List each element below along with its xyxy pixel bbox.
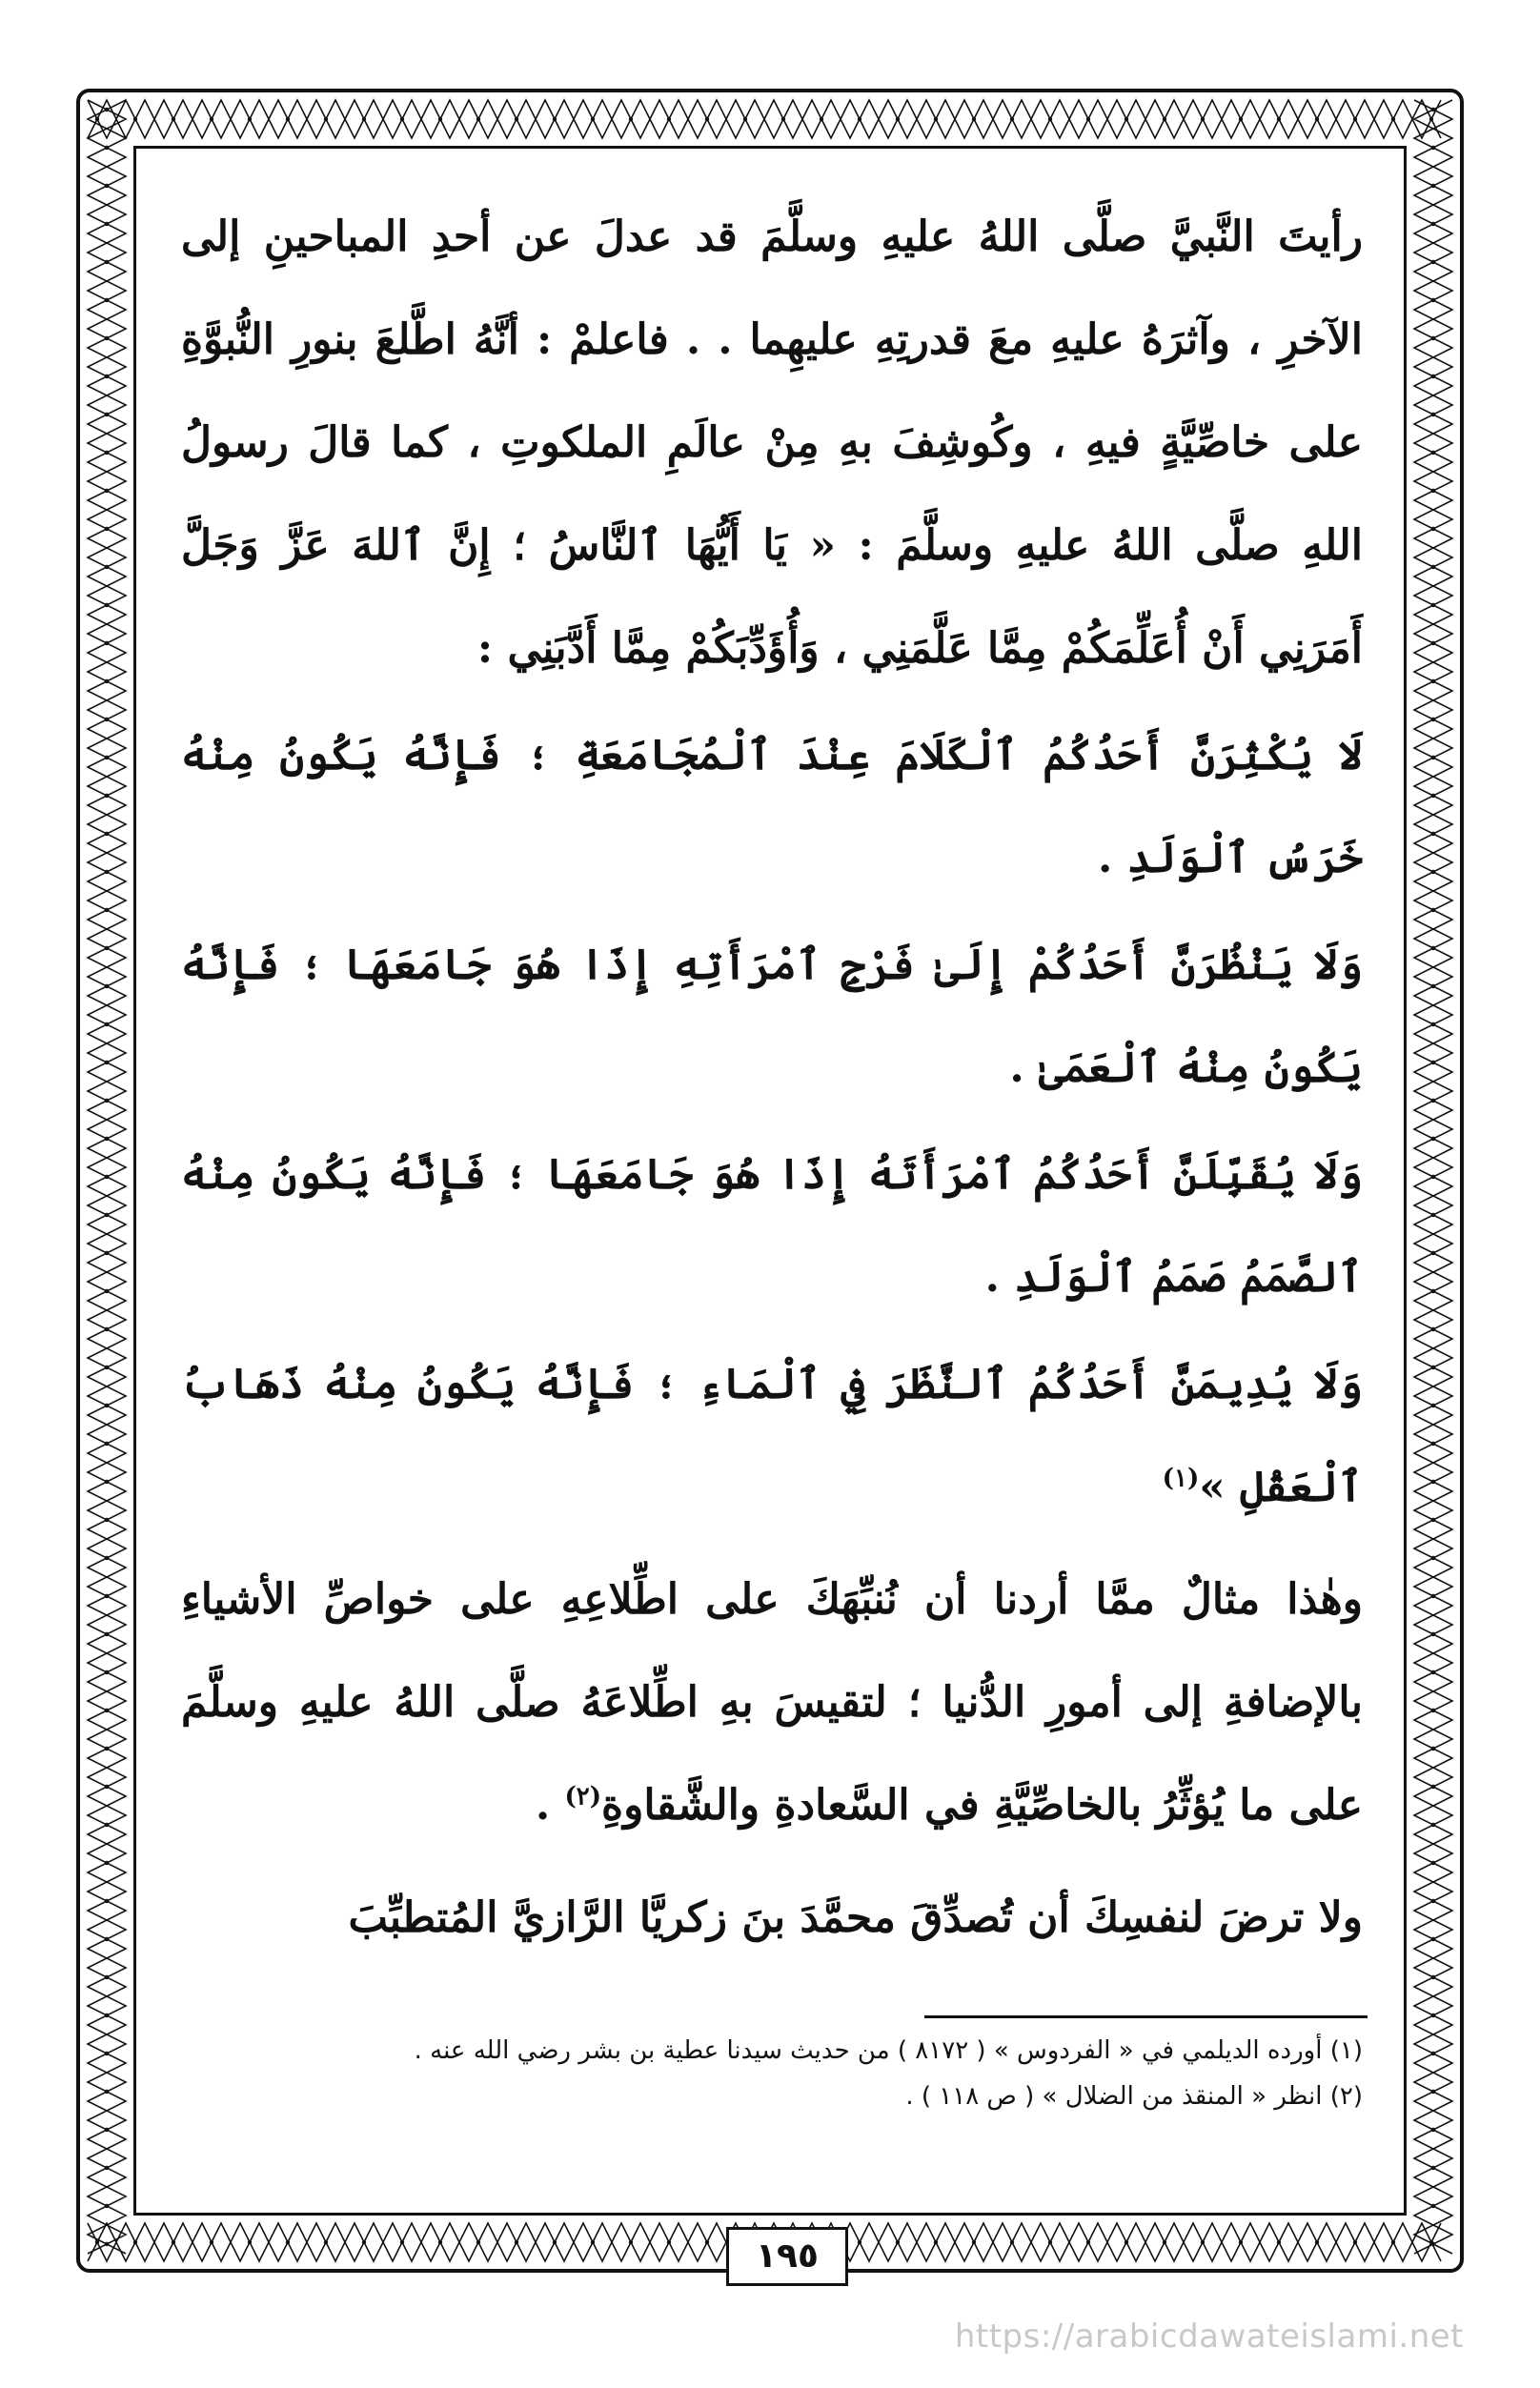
ornament-dot <box>105 1289 109 1293</box>
ornament-dot <box>438 2240 442 2244</box>
ornament-dot <box>1431 1366 1435 1369</box>
footnote-2: (٢) انظر « المنقذ من الضلال » ( ص ١١٨ ) . <box>905 2082 1363 2111</box>
page-body <box>181 176 1363 1970</box>
ornament-dot <box>1431 489 1435 493</box>
ornament-dot <box>105 718 109 721</box>
ornament-dot <box>362 2240 366 2244</box>
ornament-dot <box>105 794 109 798</box>
ornament-dot <box>1431 870 1435 874</box>
page-number: ١٩٥ <box>726 2227 848 2286</box>
ornament-dot <box>105 1632 109 1636</box>
footnotes <box>181 2028 1363 2119</box>
ornament-dot <box>781 117 785 121</box>
ornament-dot <box>629 117 633 121</box>
ornament-dot <box>105 2204 109 2208</box>
ornament-dot <box>1431 679 1435 683</box>
ornament-dot <box>743 117 747 121</box>
ornament-dot <box>1277 117 1281 121</box>
ornament-dot <box>105 222 109 226</box>
ornament-dot <box>1010 117 1014 121</box>
ornament-dot <box>1431 1251 1435 1255</box>
ornament-dot <box>286 117 290 121</box>
ornament-dot <box>105 2014 109 2017</box>
ornament-dot <box>1431 336 1435 340</box>
ornament-dot <box>105 1975 109 1979</box>
ornament-dot <box>705 117 709 121</box>
ornament-dot <box>105 413 109 416</box>
ornament-dot <box>105 1022 109 1026</box>
ornament-dot <box>972 2240 976 2244</box>
ornament-dot <box>1431 146 1435 150</box>
ornament-dot <box>1431 984 1435 988</box>
ornament-dot <box>1431 2052 1435 2055</box>
ornament-dot <box>1431 1022 1435 1026</box>
ornament-dot <box>105 2242 109 2246</box>
ornament-dot <box>1431 832 1435 836</box>
ornament-dot <box>705 2240 709 2244</box>
ornament-dot <box>1239 2240 1243 2244</box>
ornament-dot <box>105 1480 109 1484</box>
ornament-dot <box>105 1785 109 1789</box>
ornament-dot <box>934 117 938 121</box>
ornament-dot <box>105 603 109 607</box>
ornament-dot <box>105 146 109 150</box>
ornament-dot <box>1431 1861 1435 1865</box>
ornament-dot <box>248 117 252 121</box>
ornament-dot <box>1431 451 1435 455</box>
ornament-dot <box>1431 2204 1435 2208</box>
ornament-dot <box>105 1823 109 1827</box>
watermark-url: https://arabicdawateislami.net <box>954 2317 1464 2356</box>
ornament-dot <box>105 1213 109 1217</box>
ornament-dot <box>105 1518 109 1522</box>
ornament-dot <box>1277 2240 1281 2244</box>
ornament-dot <box>286 2240 290 2244</box>
ornament-dot <box>1431 222 1435 226</box>
ornament-dot <box>105 2166 109 2170</box>
paragraph-2-tail: . <box>535 1781 565 1830</box>
ornament-dot <box>515 117 518 121</box>
ornament-dot <box>105 451 109 455</box>
ornament-dot <box>1239 117 1243 121</box>
ornament-dot <box>1010 2240 1014 2244</box>
ornament-dot <box>1201 2240 1205 2244</box>
paragraph-3: ولا ترضَ لنفسِكَ أن تُصدِّقَ محمَّدَ بنَ زكريَّا الرَّازيَّ المُتطبِّبَ <box>348 1893 1363 1942</box>
ornament-dot <box>1086 2240 1090 2244</box>
ornament-dot <box>324 117 328 121</box>
ornament-dot <box>105 374 109 378</box>
ornament-dot <box>105 527 109 531</box>
hadith-line-3: وَلَا يُقَبِّلَنَّ أَحَدُكُمُ ٱمْرَأَتَهُ إِذَا هُوَ جَامَعَهَا ؛ فَإِنَّهُ يَكُونُ مِنْهُ ٱلصَّمَمُ صَمَمُ ٱلْوَلَدِ . <box>181 1150 1363 1302</box>
ornament-dot <box>667 2240 671 2244</box>
ornament-dot <box>553 117 557 121</box>
ornament-dot <box>858 2240 861 2244</box>
ornament-dot <box>1431 756 1435 759</box>
ornament-dot <box>1431 1442 1435 1446</box>
footnote-mark-2: (٢) <box>564 1782 602 1811</box>
ornament-dot <box>1431 794 1435 798</box>
hadith-line-2: وَلَا يَنْظُرَنَّ أَحَدُكُمْ إِلَىٰ فَرْجِ ٱمْرَأَتِهِ إِذَا هُوَ جَامَعَهَا ؛ فَإِنَّهُ يَكُونُ مِنْهُ ٱلْعَمَىٰ . <box>181 941 1363 1092</box>
ornament-dot <box>1431 1137 1435 1141</box>
ornament-dot <box>105 184 109 188</box>
ornament-dot <box>1431 641 1435 645</box>
ornament-dot <box>105 489 109 493</box>
ornament-dot <box>1431 2242 1435 2246</box>
footnote-separator <box>924 2015 1368 2018</box>
ornament-dot <box>105 679 109 683</box>
ornament-dot <box>1431 374 1435 378</box>
ornament-dot <box>553 2240 557 2244</box>
ornament-dot <box>105 1175 109 1179</box>
ornament-dot <box>400 117 404 121</box>
ornament-dot <box>1315 2240 1319 2244</box>
ornament-dot <box>934 2240 938 2244</box>
ornament-dot <box>133 117 137 121</box>
ornament-dot <box>105 336 109 340</box>
ornament-dot <box>1391 117 1395 121</box>
ornament-dot <box>105 298 109 302</box>
ornament-dot <box>1431 1099 1435 1103</box>
ornament-dot <box>1431 1289 1435 1293</box>
ornament-dot <box>105 2128 109 2132</box>
ornament-dot <box>1431 565 1435 569</box>
ornament-dot <box>1431 2166 1435 2170</box>
ornament-dot <box>1353 2240 1357 2244</box>
ornament-dot <box>1431 1061 1435 1064</box>
ornament-dot <box>896 117 900 121</box>
ornament-dot <box>1431 2014 1435 2017</box>
ornament-dot <box>1431 1670 1435 1674</box>
ornament-zigzag <box>88 100 1441 138</box>
ornament-dot <box>1431 1175 1435 1179</box>
footnote-1: (١) أورده الديلمي في « الفردوس » ( ٨١٧٢ ) من حديث سيدنا عطية بن بشر رضي الله عنه . <box>414 2036 1363 2065</box>
hadith-line-1: لَا يُكْثِرَنَّ أَحَدُكُمُ ٱلْكَلَامَ عِنْدَ ٱلْمُجَامَعَةِ ؛ فَإِنَّهُ يَكُونُ مِنْهُ خَرَسُ ٱلْوَلَدِ . <box>181 731 1363 882</box>
ornament-dot <box>105 1099 109 1103</box>
ornament-dot <box>858 117 861 121</box>
ornament-dot <box>667 117 671 121</box>
ornament-dot <box>105 1709 109 1712</box>
ornament-dot <box>1431 1556 1435 1560</box>
ornament-dot <box>515 2240 518 2244</box>
ornament-dot <box>1431 1327 1435 1331</box>
ornament-dot <box>105 870 109 874</box>
ornament-dot <box>1431 108 1435 111</box>
ornament-dot <box>1431 1480 1435 1484</box>
ornament-dot <box>1163 2240 1166 2244</box>
ornament-dot <box>1431 603 1435 607</box>
ornament-dot <box>105 1137 109 1141</box>
ornament-dot <box>105 2090 109 2094</box>
ornament-dot <box>1391 2240 1395 2244</box>
ornament-dot <box>105 1670 109 1674</box>
ornament-dot <box>105 1937 109 1941</box>
ornament-dot <box>105 565 109 569</box>
ornament-dot <box>1431 1632 1435 1636</box>
ornament-dot <box>1431 1899 1435 1903</box>
ornament-dot <box>105 2052 109 2055</box>
footnote-mark-1: (١) <box>1162 1464 1200 1493</box>
ornament-dot <box>1431 1975 1435 1979</box>
ornament-dot <box>591 117 595 121</box>
paragraph-2 <box>181 1548 1363 1857</box>
ornament-dot <box>1431 184 1435 188</box>
ornament-dot <box>172 117 175 121</box>
ornament-dot <box>95 117 99 121</box>
ornament-dot <box>105 1404 109 1407</box>
ornament-dot <box>1431 1785 1435 1789</box>
ornament-dot <box>1125 117 1128 121</box>
ornament-dot <box>1048 2240 1052 2244</box>
ornament-dot <box>820 117 823 121</box>
hadith-line-4-text: وَلَا يُدِيمَنَّ أَحَدُكُمُ ٱلنَّظَرَ فِي ٱلْمَاءِ ؛ فَإِنَّهُ يَكُونُ مِنْهُ ذَهَابُ ٱلْعَقْلِ » <box>181 1360 1363 1511</box>
ornament-dot <box>105 1251 109 1255</box>
ornament-dot <box>1431 413 1435 416</box>
ornament-dot <box>1431 1823 1435 1827</box>
ornament-dot <box>105 1747 109 1751</box>
ornament-dot <box>105 1594 109 1598</box>
ornament-dot <box>1315 117 1319 121</box>
ornament-dot <box>1431 1747 1435 1751</box>
ornament-dot <box>105 1442 109 1446</box>
ornament-dot <box>1431 1518 1435 1522</box>
ornament-dot <box>1431 298 1435 302</box>
ornament-dot <box>362 117 366 121</box>
ornament-dot <box>1431 1213 1435 1217</box>
ornament-dot <box>1048 117 1052 121</box>
ornament-dot <box>1353 117 1357 121</box>
ornament-dot <box>248 2240 252 2244</box>
ornament-dot <box>105 832 109 836</box>
ornament-dot <box>105 1061 109 1064</box>
ornament-dot <box>105 984 109 988</box>
ornament-dot <box>1431 718 1435 721</box>
ornament-dot <box>1431 946 1435 950</box>
ornament-dot <box>105 641 109 645</box>
ornament-dot <box>1201 117 1205 121</box>
ornament-dot <box>210 2240 213 2244</box>
ornament-dot <box>1431 2128 1435 2132</box>
ornament-dot <box>105 908 109 912</box>
ornament-dot <box>1431 2090 1435 2094</box>
ornament-dot <box>105 108 109 111</box>
ornament-dot <box>105 1899 109 1903</box>
ornament-dot <box>896 2240 900 2244</box>
ornament-dot <box>1431 1937 1435 1941</box>
ornament-dot <box>1431 1594 1435 1598</box>
ornament-dot <box>105 946 109 950</box>
ornament-dot <box>105 1327 109 1331</box>
ornament-dot <box>133 2240 137 2244</box>
ornament-dot <box>476 117 480 121</box>
ornament-dot <box>105 1366 109 1369</box>
ornament-dot <box>629 2240 633 2244</box>
ornament-dot <box>172 2240 175 2244</box>
ornament-dot <box>476 2240 480 2244</box>
ornament-dot <box>1431 1709 1435 1712</box>
ornament-dot <box>1163 117 1166 121</box>
ornament-dot <box>1125 2240 1128 2244</box>
ornament-dot <box>105 1556 109 1560</box>
ornament-dot <box>1431 1404 1435 1407</box>
hadith-line-4 <box>181 1333 1363 1539</box>
ornament-dot <box>400 2240 404 2244</box>
ornament-dot <box>105 756 109 759</box>
ornament-dot <box>324 2240 328 2244</box>
ornament-dot <box>1429 117 1433 121</box>
ornament-dot <box>105 260 109 264</box>
ornament-dot <box>591 2240 595 2244</box>
ornament-dot <box>1431 527 1435 531</box>
ornament-dot <box>438 117 442 121</box>
ornament-dot <box>210 117 213 121</box>
ornament-dot <box>972 117 976 121</box>
ornament-dot <box>1431 260 1435 264</box>
ornament-dot <box>1086 117 1090 121</box>
paragraph-1: رأيتَ النَّبيَّ صلَّى اللهُ عليهِ وسلَّمَ قد عدلَ عن أحدِ المباحينِ إلى الآخرِ ، وآثرَهُ عليهِ معَ قدرتِهِ عليهِما . . فاعلمْ : أنَّهُ اطَّلعَ بنورِ النُّبوَّةِ على خاصِّيَّةٍ فيهِ ، وكُوشِفَ بهِ مِنْ عالَمِ الملكوتِ ، كما قالَ رسولُ اللهِ صلَّى اللهُ عليهِ وسلَّمَ : « يَا أَيُّهَا ٱلنَّاسُ ؛ إِنَّ ٱللهَ عَزَّ وَجَلَّ أَمَرَنِي أَنْ أُعَلِّمَكُمْ مِمَّا عَلَّمَنِي ، وَأُؤَدِّبَكُمْ مِمَّا أَدَّبَنِي : <box>181 212 1363 673</box>
paragraph-2-text: وهٰذا مثالٌ ممَّا أردنا أن نُنبِّهَكَ على اطِّلاعِهِ على خواصِّ الأشياءِ بالإضافةِ إلى أمورِ الدُّنيا ؛ لتقيسَ بهِ اطِّلاعَهُ صلَّى اللهُ عليهِ وسلَّمَ على ما يُؤثِّرُ بالخاصِّيَّةِ في السَّعادةِ والشَّقاوةِ <box>181 1575 1364 1830</box>
ornament-dot <box>105 1861 109 1865</box>
ornament-dot <box>1431 908 1435 912</box>
